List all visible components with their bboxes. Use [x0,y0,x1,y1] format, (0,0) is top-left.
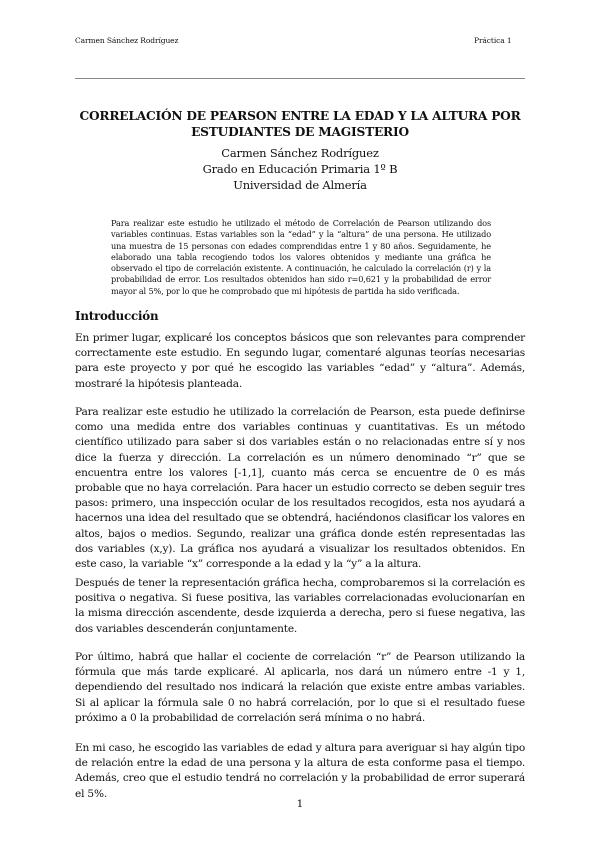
paragraph-5: En mi caso, he escogido las variables de edad y altura para averiguar si hay algún tipo de relación entre la edad de una persona y la altura de esta conforme pasa el tiempo. Además, creo que el estudio tendrá no correlación y la probabilidad de error superará el 5%. [75,742,525,800]
paragraph-2: Para realizar este estudio he utilizado la correlación de Pearson, esta puede definirse como una medida entre dos variables continuas y cuantitativas. Es un método científico utilizado para saber si dos variables están o no relacionadas entre sí y nos dice la fuerza y dirección. La correlación es un número denominado “r” que se encuentra entre los valores [-1,1], cuanto más cerca se encuentre de 0 es más probable que no haya correlación. Para hacer un estudio correcto se deben seguir tres pasos: primero, una inspección ocular de los resultados recogidos, esta nos ayudará a hacernos una idea del resultado que se obtendrá, haciéndonos clasificar los valores en altos, bajos o medios. Segundo, realizar una gráfica donde estén representadas las dos variables (x,y). La gráfica nos ayudará a visualizar los resultados obtenidos. En este caso, la variable “x” corresponde a la edad y la “y” a la altura. [75,406,525,571]
paragraph-1: En primer lugar, explicaré los conceptos básicos que son relevantes para comprender correctamente este estudio. En segundo lugar, comentaré algunas teorías necesarias para este proyecto y por qué he escogido las variables “edad” y “altura”. Además, mostraré la hipótesis planteada. [75,332,525,390]
page-number: 1 [296,798,304,810]
paragraph-3: Después de tener la representación gráfica hecha, comprobaremos si la correlación es positiva o negativa. Si fuese positiva, las variables correlacionadas evolucionarían en la misma dirección ascendente, desde izquierda a derecha, pero si fuese negativa, las dos variables descenderán conjuntamente. [75,577,525,635]
author-name: Carmen Sánchez Rodríguez [221,146,379,160]
running-header-label: Práctica 1 [474,36,512,45]
section-heading: Introducción [75,309,159,323]
running-header-author: Carmen Sánchez Rodríguez [75,36,179,45]
author-program: Grado en Educación Primaria 1º B [202,162,398,176]
header-rule [75,78,525,79]
author-university: Universidad de Almería [233,178,367,192]
paper-title: CORRELACIÓN DE PEARSON ENTRE LA EDAD Y LA ALTURA POR ESTUDIANTES DE MAGISTERIO [79,109,521,139]
abstract: Para realizar este estudio he utilizado el método de Correlación de Pearson utilizando dos variables continuas. Estas variables son la “edad” y la “altura” de una persona. He utilizado una muestra de 15 personas con edades comprendidas entre 1 y 80 años. Seguidamente, he elaborado una tabla recogiendo todos los valores obtenidos y mediante una gráfica he observado el tipo de correlación existente. A continuación, he calculado la correlación (r) y la probabilidad de error. Los resultados obtenidos han sido r=0,621 y la probabilidad de error mayor al 5%, por lo que he comprobado que mi hipótesis de partida ha sido verificada. [111,218,491,296]
author-block [75,145,525,193]
paragraph-4: Por último, habrá que hallar el cociente de correlación “r” de Pearson utilizando la fórmula que más tarde explicaré. Al aplicarla, nos dará un número entre -1 y 1, dependiendo del resultado nos indicará la relación que existe entre ambas variables. Si al aplicar la fórmula sale 0 no habrá correlación, por lo que si el resultado fuese próximo a 0 la probabilidad de correlación será mínima o no habrá. [75,651,525,724]
